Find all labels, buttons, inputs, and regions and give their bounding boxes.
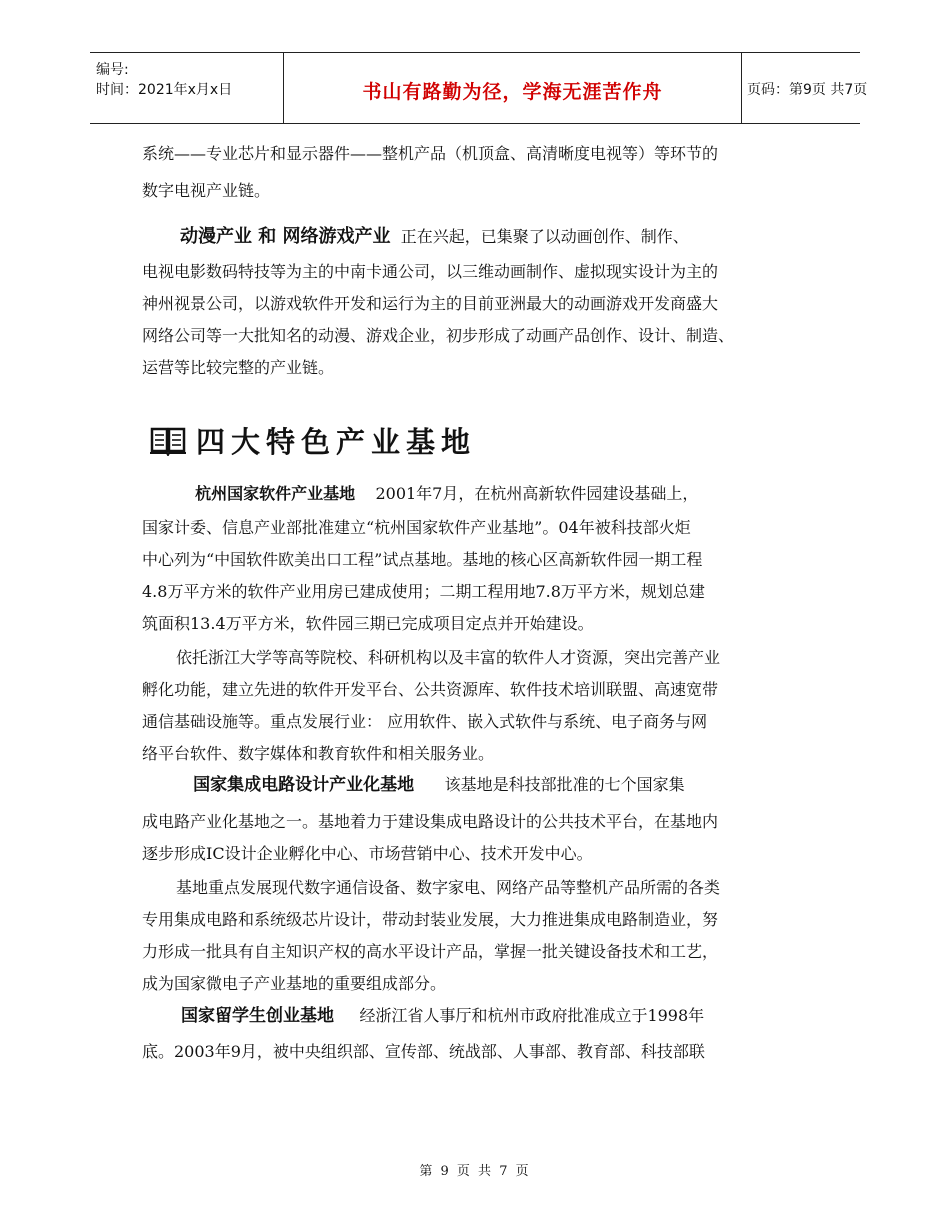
page-header xyxy=(90,52,868,124)
overseas-heading-line xyxy=(181,1005,704,1027)
serial-label: 编号: xyxy=(96,62,129,78)
intro-line-2: 数字电视产业链。 xyxy=(142,181,271,200)
section-title: 四大特色产业基地 xyxy=(196,425,477,459)
software-para2-line-3: 通信基础设施等。重点发展行业： 应用软件、嵌入式软件与系统、电子商务与网 xyxy=(142,712,708,731)
software-para2-line-1: 依托浙江大学等高等院校、科研机构以及丰富的软件人才资源，突出完善产业 xyxy=(176,648,721,667)
anime-line-5: 运营等比较完整的产业链。 xyxy=(142,358,335,377)
book-icon xyxy=(150,426,186,456)
page-footer: 第 9 页 共 7 页 xyxy=(419,1164,531,1179)
ic-title: 国家集成电路设计产业化基地 xyxy=(193,775,415,795)
software-line-4: 4.8万平方米的软件产业用房已建成使用；二期工程用地7.8万平方米，规划总建 xyxy=(142,582,705,601)
section-heading xyxy=(150,420,476,461)
header-motto: 书山有路勤为径，学海无涯苦作舟 xyxy=(362,81,663,103)
anime-heading-line xyxy=(180,226,689,248)
software-title: 杭州国家软件产业基地 xyxy=(195,484,356,503)
header-page-cell xyxy=(741,53,868,123)
ic-line-3: 逐步形成IC设计企业孵化中心、市场营销中心、技术开发中心。 xyxy=(142,844,593,863)
ic-para2-line-2: 专用集成电路和系统级芯片设计，带动封装业发展，大力推进集成电路制造业，努 xyxy=(142,910,719,929)
ic-line-2: 成电路产业化基地之一。基地着力于建设集成电路设计的公共技术平台，在基地内 xyxy=(142,812,719,831)
overseas-line-2: 底。2003年9月，被中央组织部、宣传部、统战部、人事部、教育部、科技部联 xyxy=(142,1042,705,1061)
software-para2-line-2: 孵化功能，建立先进的软件开发平台、公共资源库、软件技术培训联盟、高速宽带 xyxy=(142,680,719,699)
anime-line-3: 神州视景公司，以游戏软件开发和运行为主的目前亚洲最大的动画游戏开发商盛大 xyxy=(142,294,719,313)
software-line-5: 筑面积13.4万平方米，软件园三期已完成项目定点并开始建设。 xyxy=(142,614,594,633)
software-line-3: 中心列为“中国软件欧美出口工程”试点基地。基地的核心区高新软件园一期工程 xyxy=(142,550,703,569)
ic-para2-line-3: 力形成一批具有自主知识产权的高水平设计产品，掌握一批关键设备技术和工艺， xyxy=(142,942,719,961)
time-label: 时间：2021年x月x日 xyxy=(96,82,233,98)
anime-line-4: 网络公司等一大批知名的动漫、游戏企业，初步形成了动画产品创作、设计、制造、 xyxy=(142,326,735,345)
header-motto-cell xyxy=(283,53,742,123)
software-text: 2001年7月，在杭州高新软件园建设基础上， xyxy=(375,484,699,503)
anime-title: 动漫产业 和 网络游戏产业 xyxy=(180,226,391,247)
overseas-title: 国家留学生创业基地 xyxy=(181,1006,334,1026)
software-heading-line xyxy=(190,483,698,505)
anime-line-2: 电视电影数码特技等为主的中南卡通公司，以三维动画制作、虚拟现实设计为主的 xyxy=(142,262,719,281)
header-info-cell xyxy=(90,53,283,123)
intro-line-1: 系统——专业芯片和显示器件——整机产品（机顶盒、高清晰度电视等）等环节的 xyxy=(142,144,719,163)
ic-para2-line-4: 成为国家微电子产业基地的重要组成部分。 xyxy=(142,974,447,993)
header-page-info: 页码：第9页 共7页 xyxy=(747,82,868,98)
ic-para2-line-1: 基地重点发展现代数字通信设备、数字家电、网络产品等整机产品所需的各类 xyxy=(176,878,721,897)
software-line-2: 国家计委、信息产业部批准建立“杭州国家软件产业基地”。04年被科技部火炬 xyxy=(142,518,691,537)
software-para2-line-4: 络平台软件、数字媒体和教育软件和相关服务业。 xyxy=(142,744,495,763)
anime-text: 正在兴起，已集聚了以动画创作、制作、 xyxy=(400,227,689,246)
ic-heading-line xyxy=(188,774,685,796)
overseas-text: 经浙江省人事厅和杭州市政府批准成立于1998年 xyxy=(359,1006,705,1025)
ic-text: 该基地是科技部批准的七个国家集 xyxy=(444,775,685,794)
